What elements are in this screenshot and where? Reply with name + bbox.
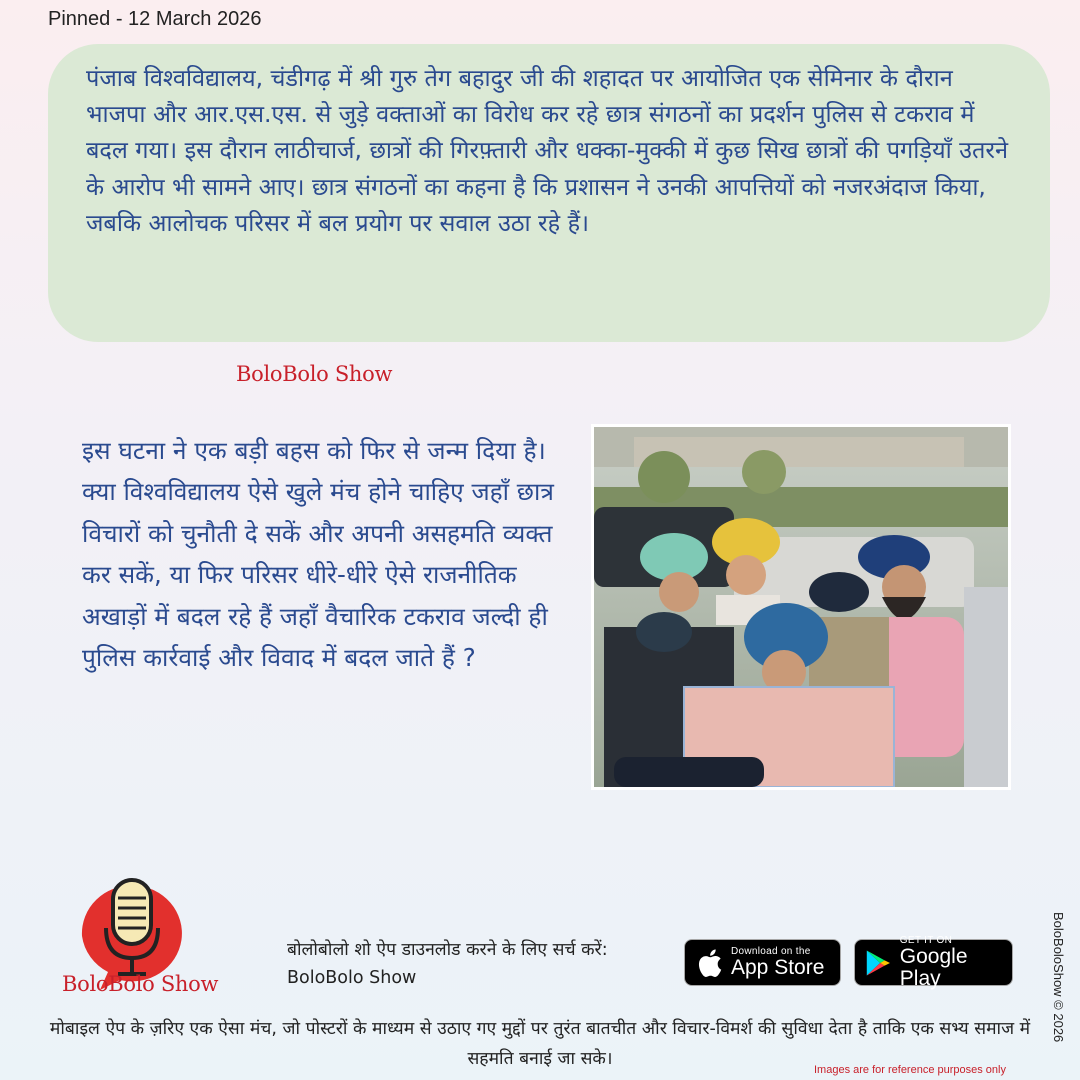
- google-play-small-label: GET IT ON: [899, 935, 953, 946]
- search-hint-line1: बोलोबोलो शो ऐप डाउनलोड करने के लिए सर्च करें:: [287, 940, 608, 960]
- pinned-date: Pinned - 12 March 2026: [48, 8, 262, 30]
- app-store-label: App Store: [731, 956, 825, 979]
- app-store-small-label: Download on the: [731, 946, 811, 957]
- summary-text: पंजाब विश्वविद्यालय, चंडीगढ़ में श्री गुरु तेग बहादुर जी की शहादत पर आयोजित एक सेमिनार के दौरान भाजपा और आर.एस.एस. से जुड़े वक्ताओं का विरोध कर रहे छात्र संगठनों का प्रदर्शन पुलिस से टकराव में बदल गया। इस दौरान लाठीचार्ज, छात्रों की गिरफ़्तारी और धक्का-मुक्की में कुछ सिख छात्रों की पगड़ियाँ उतरने के आरोप भी सामने आए। छात्र संगठनों का कहना है कि प्रशासन ने उनकी आपत्तियों को नजरअंदाज किया, जबकि आलोचक परिसर में बल प्रयोग पर सवाल उठा रहे हैं।: [86, 64, 1009, 237]
- logo-brand-name: BoloBolo Show: [62, 972, 219, 996]
- google-play-button[interactable]: [854, 935, 1013, 990]
- footer-text: मोबाइल ऐप के ज़रिए एक ऐसा मंच, जो पोस्टरों के माध्यम से उठाए गए मुद्दों पर तुरंत बातचीत और विचार-विमर्श की सुविधा देता है ताकि एक सभ्य समाज में सहमति बनाई जा सके।: [49, 1019, 1031, 1069]
- google-play-label: Google Play: [899, 945, 968, 990]
- copyright-notice: BoloBoloShow © 2026: [1051, 912, 1066, 1043]
- app-search-hint: [287, 936, 608, 992]
- summary-bubble: [48, 44, 1050, 342]
- apple-icon: [695, 947, 723, 979]
- google-play-icon: [865, 947, 892, 979]
- search-hint-line2: BoloBolo Show: [287, 968, 417, 988]
- brand-watermark: BoloBolo Show: [236, 362, 393, 386]
- image-disclaimer: Images are for reference purposes only: [814, 1064, 1006, 1076]
- news-photo: [591, 424, 1011, 790]
- question-text: इस घटना ने एक बड़ी बहस को फिर से जन्म दिया है। क्या विश्वविद्यालय ऐसे खुले मंच होने चाहिए जहाँ छात्र विचारों को चुनौती दे सकें और अपनी असहमति व्यक्त कर सकें, या फिर परिसर धीरे-धीरे ऐसे राजनीतिक अखाड़ों में बदल रहे हैं जहाँ वैचारिक टकराव जल्दी ही पुलिस कार्रवाई और विवाद में बदल जाते हैं ?: [82, 436, 554, 673]
- app-store-button[interactable]: [684, 939, 841, 986]
